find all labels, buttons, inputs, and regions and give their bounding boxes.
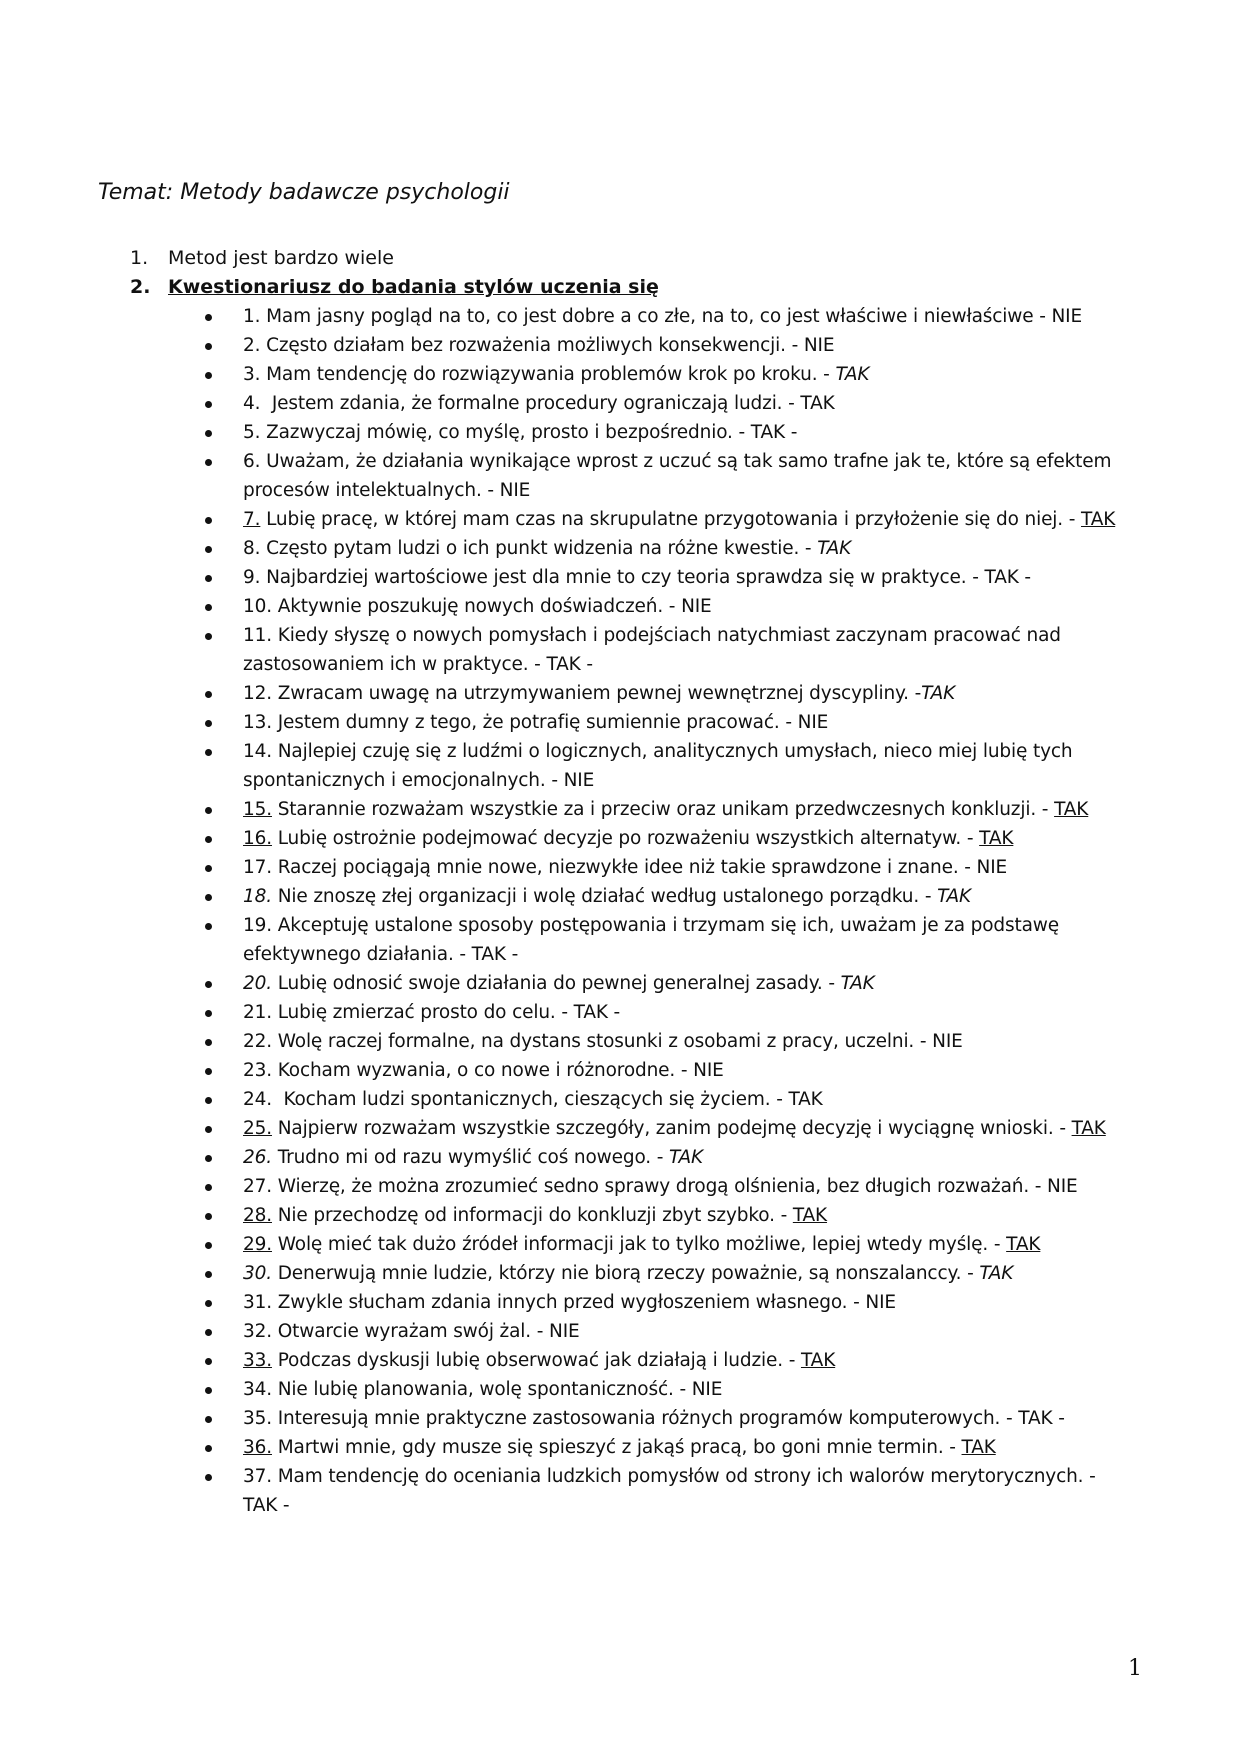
answer-label: TAK xyxy=(937,886,972,907)
answer-label: TAK xyxy=(792,1205,828,1226)
question-text: Uważam, że działania wynikające wprost z uczuć są tak samo trafne jak te, które są efektem procesów intelektualnych. - xyxy=(243,451,1118,501)
answer-label: TAK xyxy=(961,1437,996,1458)
answer-label: NIE xyxy=(681,596,712,617)
bullet-icon xyxy=(205,1271,212,1278)
answer-label: TAK - xyxy=(243,1495,290,1516)
question-number: 37. xyxy=(243,1466,272,1487)
answer-label: NIE xyxy=(797,712,829,733)
bullet-icon xyxy=(205,575,212,582)
question-text: Martwi mnie, gdy musze się spieszyć z jakąś pracą, bo goni mnie termin. - xyxy=(271,1437,962,1458)
bullet-icon xyxy=(205,314,212,321)
question-number: 32. xyxy=(243,1321,272,1342)
question-number: 14. xyxy=(243,741,272,762)
list-item xyxy=(205,505,1135,534)
question-number: 13. xyxy=(243,712,272,733)
list-item xyxy=(205,1433,1135,1462)
list-item xyxy=(205,969,1135,998)
question-list xyxy=(205,302,1135,1520)
list-item xyxy=(205,1114,1135,1143)
list-item xyxy=(205,853,1135,882)
bullet-icon xyxy=(205,1445,212,1452)
answer-label: TAK xyxy=(921,683,956,704)
bullet-icon xyxy=(205,1068,212,1075)
question-number: 9. xyxy=(243,567,261,588)
question-text: Najbardziej wartościowe jest dla mnie to czy teoria sprawdza się w praktyce. - xyxy=(260,567,985,588)
list-item xyxy=(205,1027,1135,1056)
bullet-icon xyxy=(205,633,212,640)
list-item xyxy=(205,882,1135,911)
bullet-icon xyxy=(205,1126,212,1133)
list-item xyxy=(205,679,1135,708)
question-number: 17. xyxy=(243,857,272,878)
bullet-icon xyxy=(205,749,212,756)
question-number: 26. xyxy=(243,1147,272,1168)
question-text: Kocham wyzwania, o co nowe i różnorodne. - xyxy=(271,1060,694,1081)
answer-label: NIE xyxy=(499,480,531,501)
bullet-icon xyxy=(205,1039,212,1046)
bullet-icon xyxy=(205,401,212,408)
answer-label: NIE xyxy=(932,1031,963,1052)
list-item xyxy=(205,1259,1135,1288)
list-item xyxy=(205,998,1135,1027)
question-text: Zwracam uwagę na utrzymywaniem pewnej wewnętrznej dyscypliny. - xyxy=(271,683,922,704)
answer-label: TAK - xyxy=(573,1002,621,1023)
bullet-icon xyxy=(205,430,212,437)
question-number: 23. xyxy=(243,1060,272,1081)
bullet-icon xyxy=(205,807,212,814)
outline-number: 2. xyxy=(130,276,151,298)
question-number: 34. xyxy=(243,1379,272,1400)
answer-label: TAK xyxy=(979,828,1014,849)
bullet-icon xyxy=(205,865,212,872)
question-number: 30. xyxy=(243,1263,272,1284)
outline-list xyxy=(130,244,1140,1536)
question-text: Najpierw rozważam wszystkie szczegóły, zanim podejmę decyzję i wyciągnę wnioski. - xyxy=(271,1118,1072,1139)
bullet-icon xyxy=(205,604,212,611)
question-number: 24. xyxy=(243,1089,272,1110)
outline-item-2 xyxy=(130,273,1140,302)
answer-label: TAK - xyxy=(750,422,798,443)
list-item xyxy=(205,534,1135,563)
answer-label: TAK - xyxy=(1018,1408,1065,1429)
list-item xyxy=(205,1288,1135,1317)
answer-label: NIE xyxy=(549,1321,580,1342)
answer-label: NIE xyxy=(563,770,595,791)
question-number: 22. xyxy=(243,1031,272,1052)
question-text: Wolę mieć tak dużo źródeł informacji jak to tylko możliwe, lepiej wtedy myślę. - xyxy=(271,1234,1007,1255)
list-item xyxy=(205,824,1135,853)
list-item xyxy=(205,563,1135,592)
question-text: Mam tendencję do rozwiązywania problemów krok po kroku. - xyxy=(260,364,836,385)
question-number: 12. xyxy=(243,683,272,704)
question-text: Otwarcie wyrażam swój żal. - xyxy=(271,1321,550,1342)
question-text: Nie przechodzę od informacji do konkluzji zbyt szybko. - xyxy=(271,1205,793,1226)
bullet-icon xyxy=(205,1416,212,1423)
question-text: Kiedy słyszę o nowych pomysłach i podejściach natychmiast zaczynam pracować nad zastosowaniem ich w praktyce. - xyxy=(243,625,1067,675)
answer-label: TAK xyxy=(1081,509,1116,530)
bullet-icon xyxy=(205,981,212,988)
question-text: Lubię ostrożnie podejmować decyzje po rozważeniu wszystkich alternatyw. - xyxy=(271,828,980,849)
bullet-icon xyxy=(205,1387,212,1394)
bullet-icon xyxy=(205,343,212,350)
questionnaire-heading: Kwestionariusz do badania stylów uczenia się xyxy=(168,276,659,298)
answer-label: TAK xyxy=(800,1350,836,1371)
question-number: 4. xyxy=(243,393,261,414)
question-text: Trudno mi od razu wymyślić coś nowego. - xyxy=(271,1147,670,1168)
question-text: Nie znoszę złej organizacji i wolę działać według ustalonego porządku. - xyxy=(271,886,938,907)
list-item xyxy=(205,1375,1135,1404)
bullet-icon xyxy=(205,372,212,379)
bullet-icon xyxy=(205,1300,212,1307)
question-text: Nie lubię planowania, wolę spontaniczność. - xyxy=(271,1379,692,1400)
question-text: Często pytam ludzi o ich punkt widzenia na różne kwestie. - xyxy=(260,538,818,559)
list-item xyxy=(205,1404,1135,1433)
question-number: 16. xyxy=(243,828,272,849)
bullet-icon xyxy=(205,1213,212,1220)
question-number: 29. xyxy=(243,1234,272,1255)
answer-label: TAK xyxy=(840,973,875,994)
list-item xyxy=(205,592,1135,621)
answer-label: NIE xyxy=(1051,306,1083,327)
question-number: 28. xyxy=(243,1205,272,1226)
question-number: 36. xyxy=(243,1437,272,1458)
question-number: 8. xyxy=(243,538,261,559)
bullet-icon xyxy=(205,1097,212,1104)
answer-label: TAK xyxy=(1006,1234,1041,1255)
list-item xyxy=(205,1317,1135,1346)
list-item xyxy=(205,1085,1135,1114)
page-number: 1 xyxy=(1128,1656,1142,1681)
answer-label: TAK - xyxy=(471,944,519,965)
bullet-icon xyxy=(205,1329,212,1336)
answer-label: TAK xyxy=(835,364,870,385)
question-number: 18. xyxy=(243,886,272,907)
answer-label: TAK xyxy=(817,538,852,559)
list-item xyxy=(205,418,1135,447)
outline-number: 1. xyxy=(130,247,149,269)
question-text: Lubię pracę, w której mam czas na skrupulatne przygotowania i przyłożenie się do niej. - xyxy=(260,509,1082,530)
answer-label: NIE xyxy=(803,335,835,356)
answer-label: TAK xyxy=(1071,1118,1106,1139)
bullet-icon xyxy=(205,1155,212,1162)
outline-text: Metod jest bardzo wiele xyxy=(168,247,394,269)
question-text: Interesują mnie praktyczne zastosowania różnych programów komputerowych. - xyxy=(271,1408,1019,1429)
answer-label: TAK xyxy=(788,1089,823,1110)
bullet-icon xyxy=(205,691,212,698)
outline-item-1 xyxy=(130,244,1140,273)
question-text: Zwykle słucham zdania innych przed wygłoszeniem własnego. - xyxy=(271,1292,866,1313)
answer-label: TAK - xyxy=(546,654,593,675)
page-title: Temat: Metody badawcze psychologii xyxy=(98,180,510,205)
question-number: 11. xyxy=(243,625,272,646)
answer-label: TAK xyxy=(979,1263,1014,1284)
question-text: Wolę raczej formalne, na dystans stosunki z osobami z pracy, uczelni. - xyxy=(271,1031,933,1052)
question-number: 1. xyxy=(243,306,261,327)
question-text: Mam jasny pogląd na to, co jest dobre a co złe, na to, co jest właściwe i niewłaściwe - xyxy=(260,306,1052,327)
question-text: Aktywnie poszukuję nowych doświadczeń. - xyxy=(271,596,682,617)
list-item xyxy=(205,1201,1135,1230)
question-text: Jestem zdania, że formalne procedury ograniczają ludzi. - xyxy=(260,393,801,414)
list-item xyxy=(205,621,1135,679)
question-number: 27. xyxy=(243,1176,272,1197)
bullet-icon xyxy=(205,546,212,553)
answer-label: NIE xyxy=(691,1379,723,1400)
question-text: Jestem dumny z tego, że potrafię sumiennie pracować. - xyxy=(271,712,798,733)
bullet-icon xyxy=(205,836,212,843)
bullet-icon xyxy=(205,1474,212,1481)
list-item xyxy=(205,1143,1135,1172)
question-number: 21. xyxy=(243,1002,272,1023)
question-text: Lubię zmierzać prosto do celu. - xyxy=(271,1002,574,1023)
question-number: 20. xyxy=(243,973,272,994)
answer-label: NIE xyxy=(865,1292,896,1313)
question-number: 6. xyxy=(243,451,261,472)
list-item xyxy=(205,911,1135,969)
answer-label: NIE xyxy=(693,1060,724,1081)
bullet-icon xyxy=(205,517,212,524)
question-number: 35. xyxy=(243,1408,272,1429)
bullet-icon xyxy=(205,459,212,466)
question-text: Denerwują mnie ludzie, którzy nie biorą rzeczy poważnie, są nonszalanccy. - xyxy=(271,1263,980,1284)
question-number: 3. xyxy=(243,364,261,385)
list-item xyxy=(205,1346,1135,1375)
question-text: Najlepiej czuję się z ludźmi o logicznych, analitycznych umysłach, nieco miej lubię tych spontanicznych i emocjonalnych. - xyxy=(243,741,1079,791)
question-text: Raczej pociągają mnie nowe, niezwykłe idee niż takie sprawdzone i znane. - xyxy=(271,857,977,878)
bullet-icon xyxy=(205,1242,212,1249)
bullet-icon xyxy=(205,1358,212,1365)
question-number: 5. xyxy=(243,422,261,443)
list-item xyxy=(205,1172,1135,1201)
question-number: 10. xyxy=(243,596,272,617)
bullet-icon xyxy=(205,1010,212,1017)
list-item xyxy=(205,708,1135,737)
question-number: 31. xyxy=(243,1292,272,1313)
answer-label: NIE xyxy=(976,857,1008,878)
question-text: Lubię odnosić swoje działania do pewnej generalnej zasady. - xyxy=(271,973,841,994)
question-number: 19. xyxy=(243,915,272,936)
list-item xyxy=(205,389,1135,418)
question-number: 33. xyxy=(243,1350,272,1371)
question-number: 25. xyxy=(243,1118,272,1139)
bullet-icon xyxy=(205,923,212,930)
answer-label: TAK - xyxy=(984,567,1031,588)
list-item xyxy=(205,1462,1135,1520)
list-item xyxy=(205,447,1135,505)
question-number: 7. xyxy=(243,509,261,530)
answer-label: TAK xyxy=(669,1147,703,1168)
question-text: Starannie rozważam wszystkie za i przeciw oraz unikam przedwczesnych konkluzji. - xyxy=(271,799,1055,820)
question-text: Podczas dyskusji lubię obserwować jak działają i ludzie. - xyxy=(271,1350,801,1371)
answer-label: TAK xyxy=(1054,799,1089,820)
question-text: Mam tendencję do oceniania ludzkich pomysłów od strony ich walorów merytorycznych. - xyxy=(271,1466,1102,1487)
list-item xyxy=(205,302,1135,331)
question-text: Wierzę, że można zrozumieć sedno sprawy drogą olśnienia, bez długich rozważań. - xyxy=(271,1176,1048,1197)
list-item xyxy=(205,1230,1135,1259)
list-item xyxy=(205,1056,1135,1085)
bullet-icon xyxy=(205,1184,212,1191)
question-text: Zazwyczaj mówię, co myślę, prosto i bezpośrednio. - xyxy=(260,422,751,443)
list-item xyxy=(205,737,1135,795)
bullet-icon xyxy=(205,894,212,901)
list-item xyxy=(205,795,1135,824)
list-item xyxy=(205,360,1135,389)
answer-label: TAK xyxy=(800,393,835,414)
answer-label: NIE xyxy=(1047,1176,1078,1197)
bullet-icon xyxy=(205,720,212,727)
question-text: Kocham ludzi spontanicznych, cieszących się życiem. - xyxy=(271,1089,789,1110)
question-text: Często działam bez rozważenia możliwych konsekwencji. - xyxy=(260,335,804,356)
list-item xyxy=(205,331,1135,360)
question-number: 15. xyxy=(243,799,272,820)
question-number: 2. xyxy=(243,335,261,356)
question-text: Akceptuję ustalone sposoby postępowania i trzymam się ich, uważam je za podstawę efektywnego działania. - xyxy=(243,915,1065,965)
